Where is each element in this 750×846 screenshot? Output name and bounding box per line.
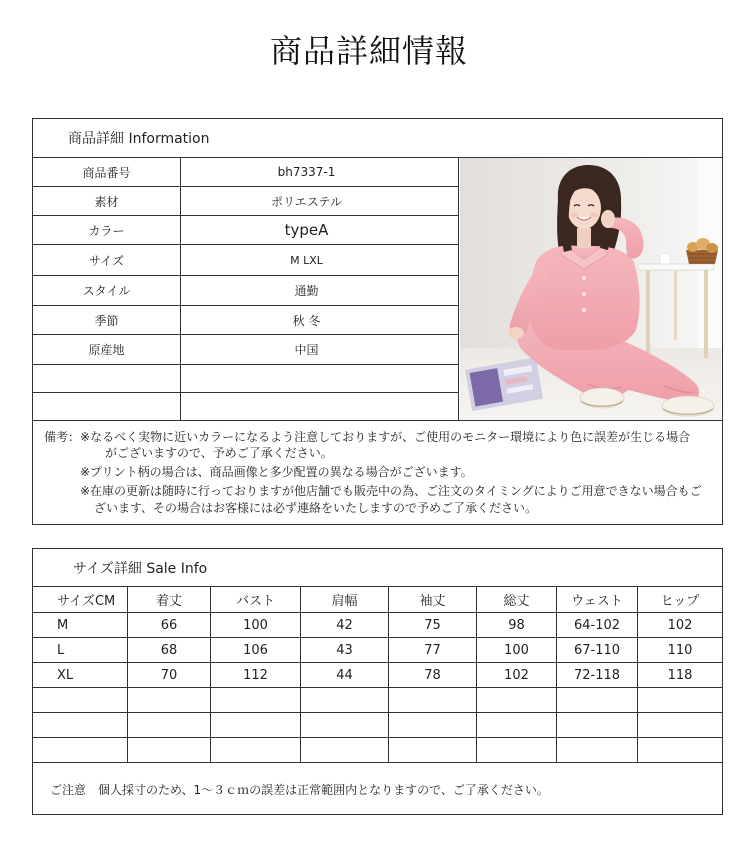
notes-line-3: ※プリント柄の場合は、商品画像と多少配置の異なる場合がございます。: [80, 465, 473, 479]
notes-text: ※なるべく実物に近いカラーになるよう注意しておりますが、ご使用のモニター環境により色に誤差が生じる場合: [80, 430, 691, 444]
notes-line-4: ※在庫の更新は随時に行っておりますが他店舗でも販売中の為、ご注文のタイミングによりご用意できない場合もご: [80, 484, 702, 498]
table-cell-empty: [638, 688, 722, 712]
column-header: バスト: [211, 587, 301, 612]
page-title: 商品詳細情報: [269, 32, 468, 70]
product-details-panel: [32, 118, 723, 525]
product-details-header: [33, 119, 722, 158]
spec-value: 中国: [181, 335, 459, 364]
column-header: 袖丈: [389, 587, 477, 612]
table-row: [33, 613, 722, 638]
table-cell: L: [33, 638, 128, 662]
spec-label: 素材: [33, 187, 181, 215]
spec-table: [33, 158, 459, 421]
spec-value: 秋 冬: [181, 306, 459, 334]
spec-label: 原産地: [33, 335, 181, 364]
table-cell-empty: [638, 738, 722, 762]
table-cell: 77: [389, 638, 477, 662]
spec-value: ポリエステル: [181, 187, 459, 215]
table-cell: 106: [211, 638, 301, 662]
table-cell-empty: [301, 688, 389, 712]
table-cell: 78: [389, 663, 477, 687]
table-cell: 110: [667, 642, 693, 658]
table-cell: 68: [128, 638, 211, 662]
spec-row-product-number: [33, 158, 459, 187]
spec-row-color: [33, 216, 459, 245]
table-cell: XL: [33, 663, 128, 687]
column-header: 着丈: [128, 587, 211, 612]
size-table-header-row: [33, 587, 722, 613]
table-cell-empty: [389, 688, 477, 712]
spec-value: M LXL: [181, 245, 459, 275]
table-cell-empty: [638, 713, 722, 737]
product-details-heading: 商品詳細 Information: [68, 131, 210, 147]
table-row-empty: [33, 688, 722, 713]
table-cell-empty: [128, 738, 211, 762]
spec-value-empty: [181, 393, 459, 420]
notes-line-5: ざいます、その場合はお客様には必ず連絡をいたしますので予めご了承ください。: [94, 501, 538, 515]
spec-label-empty: [33, 365, 181, 392]
size-measurement-note: ご注意 個人採寸のため、1～３ｃｍの誤差は正常範囲内となりますので、ご了承ください。: [50, 783, 549, 797]
table-cell: 100: [211, 613, 301, 637]
table-cell: 112: [211, 663, 301, 687]
spec-row-empty: [33, 365, 459, 393]
spec-label: 季節: [33, 306, 181, 334]
table-cell-empty: [557, 688, 638, 712]
table-cell: 43: [301, 638, 389, 662]
table-cell-empty: [477, 688, 557, 712]
spec-value: bh7337-1: [181, 158, 459, 186]
section-divider: [33, 420, 722, 421]
table-cell-empty: [33, 738, 128, 762]
table-cell: 67-110: [557, 638, 638, 662]
size-details-heading: サイズ詳細 Sale Info: [73, 560, 208, 577]
table-cell-empty: [33, 713, 128, 737]
spec-row-style: [33, 276, 459, 306]
column-header: サイズCM: [33, 587, 128, 612]
table-cell-empty: [211, 688, 301, 712]
spec-label: サイズ: [33, 245, 181, 275]
spec-row-origin: [33, 335, 459, 365]
table-cell-empty: [33, 688, 128, 712]
spec-label: 商品番号: [33, 158, 181, 186]
table-cell-empty: [301, 713, 389, 737]
table-cell-empty: [301, 738, 389, 762]
table-row-empty: [33, 713, 722, 738]
table-cell: 102: [477, 663, 557, 687]
table-cell: 102: [667, 617, 693, 633]
spec-value-empty: [181, 365, 459, 392]
spec-row-size: [33, 245, 459, 276]
table-cell: 44: [301, 663, 389, 687]
table-cell-empty: [477, 713, 557, 737]
table-cell-empty: [557, 738, 638, 762]
spec-label-empty: [33, 393, 181, 420]
table-cell-empty: [211, 713, 301, 737]
table-cell-empty: [128, 713, 211, 737]
spec-row-material: [33, 187, 459, 216]
spec-value: 通勤: [181, 276, 459, 305]
table-cell: 66: [128, 613, 211, 637]
table-cell-empty: [211, 738, 301, 762]
table-row: [33, 638, 722, 663]
spec-label: カラー: [33, 216, 181, 244]
spec-row-season: [33, 306, 459, 335]
table-cell-empty: [389, 738, 477, 762]
column-header: 総丈: [477, 587, 557, 612]
table-cell: 64-102: [557, 613, 638, 637]
table-cell-empty: [128, 688, 211, 712]
table-cell: 98: [477, 613, 557, 637]
table-cell-empty: [477, 738, 557, 762]
table-cell: M: [33, 613, 128, 637]
table-cell: 75: [389, 613, 477, 637]
table-cell: 70: [128, 663, 211, 687]
column-header: 肩幅: [301, 587, 389, 612]
product-photo: [460, 158, 721, 420]
column-header: ヒップ: [660, 594, 700, 609]
size-table: [33, 587, 722, 763]
table-cell-empty: [389, 713, 477, 737]
table-cell: 100: [477, 638, 557, 662]
table-cell-empty: [557, 713, 638, 737]
spec-row-empty: [33, 393, 459, 421]
table-cell: 42: [301, 613, 389, 637]
spec-value: typeA: [181, 216, 459, 244]
table-cell: 118: [667, 667, 693, 683]
table-row: [33, 663, 722, 688]
size-details-panel: [32, 548, 723, 815]
table-cell: 72-118: [557, 663, 638, 687]
spec-label: スタイル: [33, 276, 181, 305]
table-row-empty: [33, 738, 722, 763]
notes-label: 備考：: [44, 430, 81, 444]
column-header: ウェスト: [557, 587, 638, 612]
notes-line-2: がございますので、予めご了承ください。: [105, 446, 333, 460]
size-details-header: [33, 549, 722, 587]
